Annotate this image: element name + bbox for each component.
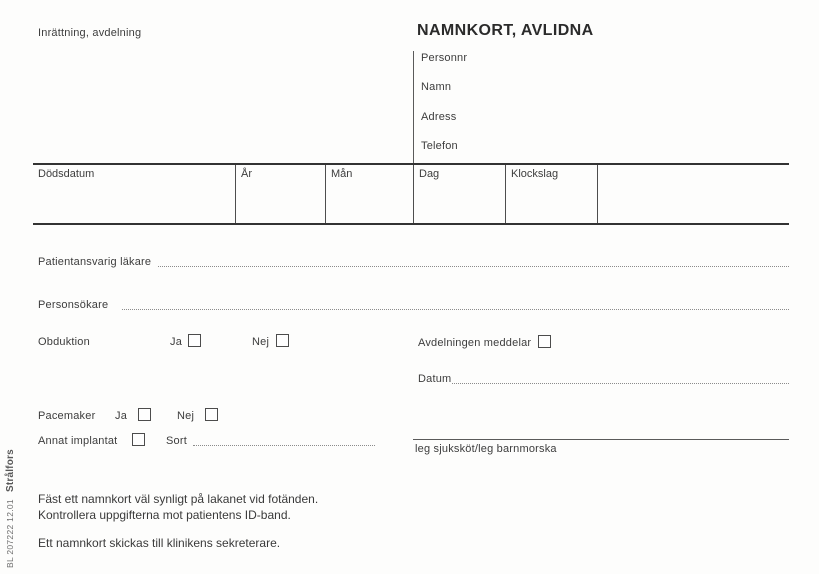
- telephone-label: Telefon: [421, 140, 458, 152]
- pacemaker-no-label: Nej: [177, 410, 195, 422]
- autopsy-no-checkbox[interactable]: [276, 334, 289, 347]
- date-label: Datum: [418, 373, 452, 385]
- footer-instruction-3: Ett namnkort skickas till klinikens sekreterare.: [38, 536, 281, 550]
- pager-field[interactable]: [122, 308, 789, 310]
- signature-label: leg sjuksköt/leg barnmorska: [415, 443, 557, 455]
- form-title: NAMNKORT, AVLIDNA: [417, 22, 594, 39]
- identity-block-divider: [413, 51, 414, 163]
- autopsy-no-label: Nej: [252, 336, 270, 348]
- signature-line[interactable]: [413, 439, 789, 440]
- personal-number-field[interactable]: [500, 50, 780, 66]
- implant-sort-label: Sort: [166, 435, 187, 447]
- name-label: Namn: [421, 81, 452, 93]
- pacemaker-label: Pacemaker: [38, 410, 96, 422]
- pacemaker-yes-label: Ja: [115, 410, 128, 422]
- other-implant-checkbox[interactable]: [132, 433, 145, 446]
- autopsy-label: Obduktion: [38, 336, 90, 348]
- time-cell[interactable]: Klockslag: [505, 165, 597, 223]
- name-field[interactable]: [500, 79, 780, 95]
- autopsy-yes-label: Ja: [170, 336, 183, 348]
- responsible-doctor-label: Patientansvarig läkare: [38, 256, 152, 268]
- telephone-field[interactable]: [500, 138, 780, 154]
- footer-instruction-2: Kontrollera uppgifterna mot patientens ID-band.: [38, 508, 291, 522]
- implant-sort-field[interactable]: [193, 444, 375, 446]
- ward-notifies-checkbox[interactable]: [538, 335, 551, 348]
- death-date-cell[interactable]: Dödsdatum: [38, 168, 95, 180]
- month-cell[interactable]: Mån: [325, 165, 413, 223]
- pacemaker-yes-checkbox[interactable]: [138, 408, 151, 421]
- address-field[interactable]: [500, 109, 780, 125]
- autopsy-yes-checkbox[interactable]: [188, 334, 201, 347]
- death-date-table: [33, 163, 789, 225]
- empty-cell[interactable]: [597, 165, 789, 223]
- other-implant-label: Annat implantat: [38, 435, 118, 447]
- form-edge-imprint: [2, 442, 18, 568]
- institution-department-label: Inrättning, avdelning: [38, 27, 142, 39]
- pacemaker-no-checkbox[interactable]: [205, 408, 218, 421]
- form-code: BL 207222 12.01: [5, 499, 15, 568]
- pager-label: Personsökare: [38, 299, 109, 311]
- year-cell[interactable]: År: [235, 165, 325, 223]
- ward-notifies-label: Avdelningen meddelar: [418, 337, 532, 349]
- date-field[interactable]: [452, 382, 789, 384]
- responsible-doctor-field[interactable]: [158, 265, 789, 267]
- stralfors-brand: Strålfors: [4, 449, 16, 493]
- footer-instruction-1: Fäst ett namnkort väl synligt på lakanet vid fotänden.: [38, 492, 319, 506]
- personal-number-label: Personnr: [421, 52, 468, 64]
- address-label: Adress: [421, 111, 457, 123]
- day-cell[interactable]: Dag: [413, 165, 505, 223]
